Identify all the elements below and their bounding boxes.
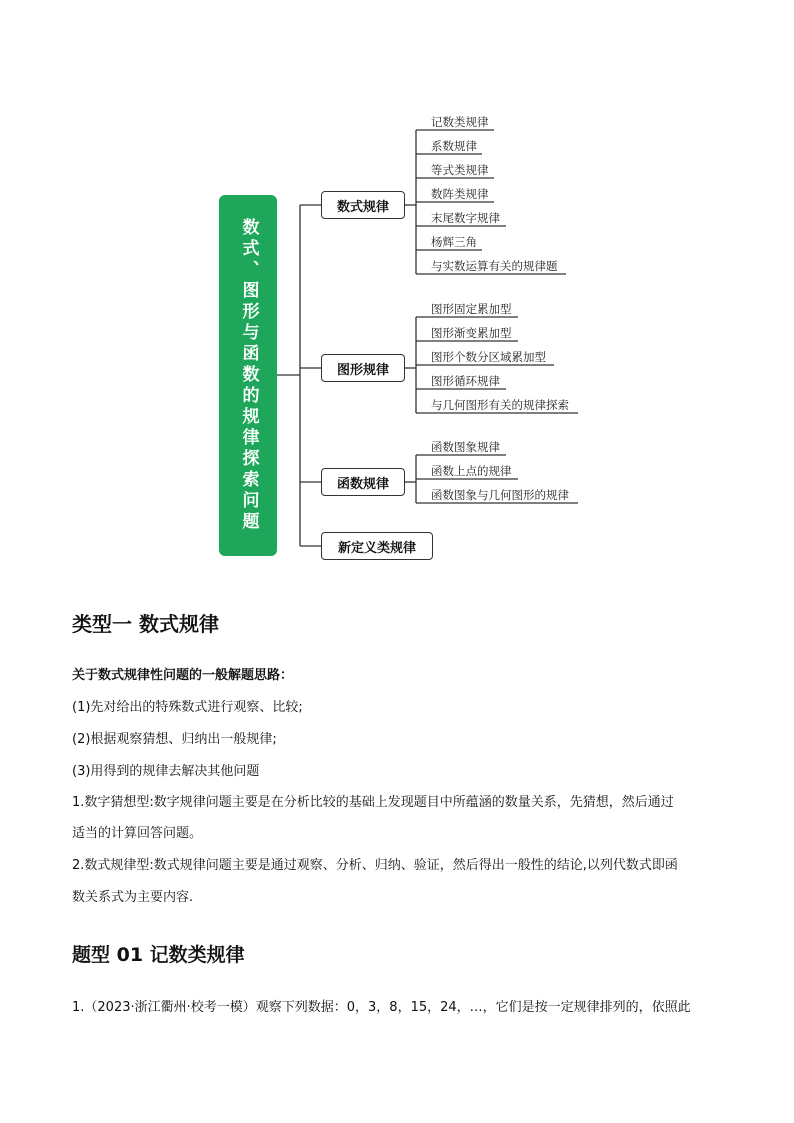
- leaf-item: 杨辉三角: [431, 235, 477, 249]
- leaf-item: 图形固定累加型: [431, 302, 512, 316]
- leaf-item: 与几何图形有关的规律探索: [431, 398, 569, 412]
- question-1-line: 1.（2023·浙江衢州·校考一模）观察下列数据：0，3，8，15，24，…，它们是按一定规律排列的，依照此: [72, 1000, 691, 1015]
- mindmap-root-title: 数式、图形与函数的规律探索问题: [238, 218, 259, 533]
- leaf-item: 图形循环规律: [431, 374, 500, 388]
- branch-xindingyi: 新定义类规律: [321, 532, 433, 560]
- step-2: (2)根据观察猜想、归纳出一般规律;: [72, 732, 277, 747]
- leaf-item: 图形个数分区域累加型: [431, 350, 546, 364]
- step-1: (1)先对给出的特殊数式进行观察、比较;: [72, 700, 303, 715]
- branch-shushi: 数式规律: [321, 191, 405, 219]
- paragraph-type1-line2: 适当的计算回答问题。: [72, 826, 203, 841]
- leaf-item: 数阵类规律: [431, 187, 489, 201]
- section-heading-type1: 类型一 数式规律: [72, 612, 219, 636]
- leaf-item: 末尾数字规律: [431, 211, 500, 225]
- leaf-item: 函数上点的规律: [431, 464, 512, 478]
- step-3: (3)用得到的规律去解决其他问题: [72, 764, 260, 779]
- branch-hanshu: 函数规律: [321, 468, 405, 496]
- paragraph-type2-line2: 数关系式为主要内容.: [72, 890, 194, 905]
- paragraph-type2-line1: 2.数式规律型:数式规律问题主要是通过观察、分析、归纳、验证，然后得出一般性的结论,以列代数式即函: [72, 858, 678, 873]
- intro-title: 关于数式规律性问题的一般解题思路：: [72, 668, 294, 683]
- leaf-item: 函数图象与几何图形的规律: [431, 488, 569, 502]
- leaf-item: 与实数运算有关的规律题: [431, 259, 558, 273]
- section-heading-subtype01: 题型 01 记数类规律: [72, 944, 245, 966]
- branch-tuxing: 图形规律: [321, 354, 405, 382]
- leaf-item: 记数类规律: [431, 115, 489, 129]
- leaf-item: 等式类规律: [431, 163, 489, 177]
- leaf-item: 系数规律: [431, 139, 477, 153]
- leaf-item: 函数图象规律: [431, 440, 500, 454]
- paragraph-type1-line1: 1.数字猜想型:数字规律问题主要是在分析比较的基础上发现题目中所蕴涵的数量关系，先猜想，然后通过: [72, 795, 674, 810]
- leaf-item: 图形渐变累加型: [431, 326, 512, 340]
